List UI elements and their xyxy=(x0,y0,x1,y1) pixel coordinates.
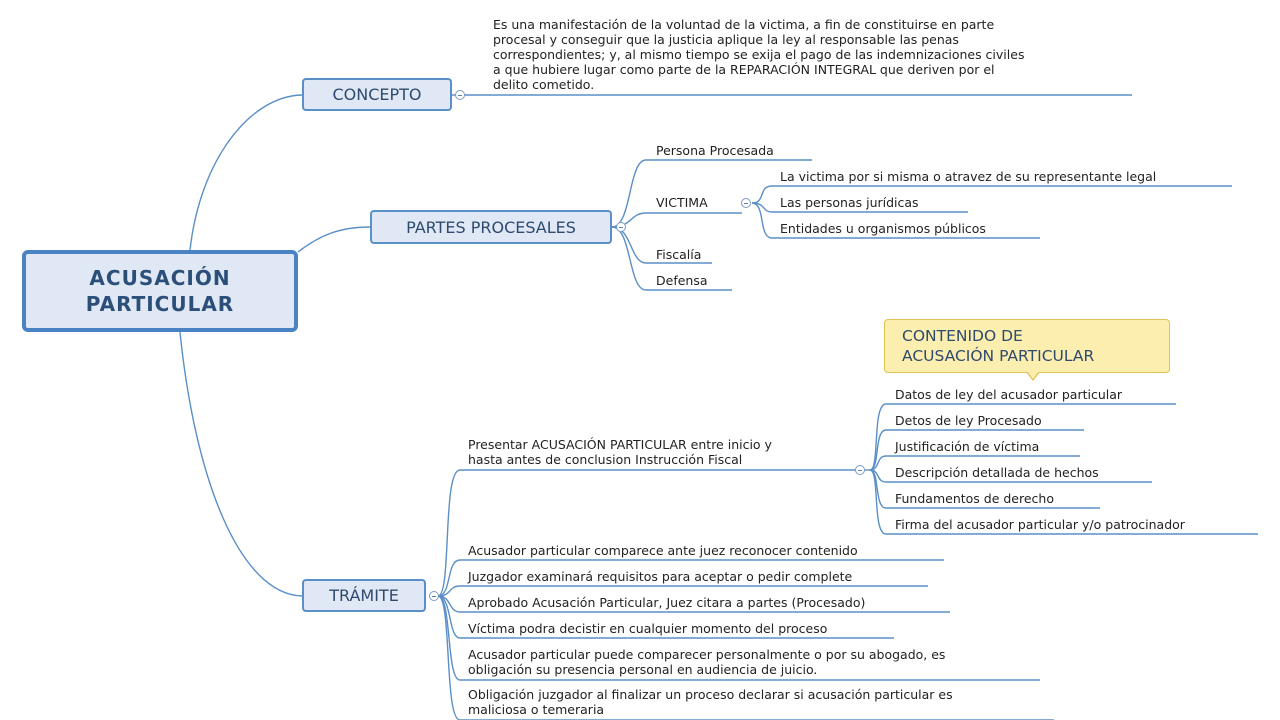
partes-item-fiscalia[interactable]: Fiscalía xyxy=(656,247,702,262)
partes-item-victima[interactable]: VICTIMA xyxy=(656,195,708,210)
connector-root-tramite xyxy=(180,332,302,596)
partes-item-persona-procesada[interactable]: Persona Procesada xyxy=(656,143,774,158)
victima-item[interactable]: Entidades u organismos públicos xyxy=(780,221,986,236)
tramite-step-line: obligación su presencia personal en audiencia de juicio. xyxy=(468,662,818,677)
collapse-toggle-victima[interactable] xyxy=(741,198,751,208)
callout-pointer xyxy=(1026,372,1040,381)
collapse-toggle-concepto[interactable] xyxy=(455,90,465,100)
tramite-step[interactable]: Acusador particular comparece ante juez reconocer contenido xyxy=(468,543,858,558)
tramite-step[interactable]: Víctima podra decistir en cualquier momento del proceso xyxy=(468,621,828,636)
concepto-line: Es una manifestación de la voluntad de la victima, a fin de constituirse en parte xyxy=(493,17,995,32)
presentar-line: Presentar ACUSACIÓN PARTICULAR entre inicio y xyxy=(468,437,772,452)
connector-root-partes xyxy=(298,227,370,252)
tramite-step[interactable]: Aprobado Acusación Particular, Juez citara a partes (Procesado) xyxy=(468,595,866,610)
victima-item[interactable]: Las personas jurídicas xyxy=(780,195,919,210)
callout-line: ACUSACIÓN PARTICULAR xyxy=(902,347,1095,365)
connector-root-concepto xyxy=(190,95,302,250)
root-title-line1: ACUSACIÓN xyxy=(89,266,231,290)
callout-contenido[interactable] xyxy=(884,319,1170,373)
contenido-item[interactable]: Datos de ley del acusador particular xyxy=(895,387,1123,402)
concepto-line: procesal y conseguir que la justicia aplique la ley al responsable las penas xyxy=(493,32,959,47)
concepto-line: a que hubiere lugar como parte de la REPARACIÓN INTEGRAL que deriven por el xyxy=(493,62,995,77)
branch-victima xyxy=(612,213,742,227)
concepto-line: correspondientes; y, al mismo tiempo se exija el pago de las indemnizaciones civiles xyxy=(493,47,1025,62)
tramite-step[interactable]: Juzgador examinará requisitos para aceptar o pedir complete xyxy=(468,569,853,584)
tramite-step-line: Obligación juzgador al finalizar un proceso declarar si acusación particular es xyxy=(468,687,953,702)
callout-line: CONTENIDO DE xyxy=(902,327,1023,345)
partes-item-defensa[interactable]: Defensa xyxy=(656,273,708,288)
tramite-presentar[interactable] xyxy=(468,437,772,467)
tramite-step[interactable] xyxy=(468,687,953,717)
tramite-step[interactable] xyxy=(468,647,945,677)
presentar-line: hasta antes de conclusion Instrucción Fiscal xyxy=(468,452,743,467)
contenido-item[interactable]: Firma del acusador particular y/o patrocinador xyxy=(895,517,1185,532)
contenido-item[interactable]: Justificación de víctima xyxy=(895,439,1040,454)
root-title-line2: PARTICULAR xyxy=(85,292,235,316)
tramite-step-line: Acusador particular puede comparecer personalmente o por su abogado, es xyxy=(468,647,946,662)
contenido-item[interactable]: Descripción detallada de hechos xyxy=(895,465,1099,480)
root-node[interactable] xyxy=(22,250,298,332)
collapse-toggle-partes[interactable] xyxy=(616,222,626,232)
concepto-definition[interactable] xyxy=(493,17,1024,92)
collapse-toggle-presentar[interactable] xyxy=(855,465,865,475)
topic-partes-procesales[interactable]: PARTES PROCESALES xyxy=(370,210,612,244)
concepto-line: delito cometido. xyxy=(493,77,595,92)
topic-concepto[interactable]: CONCEPTO xyxy=(302,78,452,111)
contenido-item[interactable]: Detos de ley Procesado xyxy=(895,413,1042,428)
victima-item[interactable]: La victima por si misma o atravez de su representante legal xyxy=(780,169,1157,184)
contenido-item[interactable]: Fundamentos de derecho xyxy=(895,491,1054,506)
tramite-step-line: maliciosa o temeraria xyxy=(468,702,605,717)
collapse-toggle-tramite[interactable] xyxy=(429,591,439,601)
topic-tramite[interactable]: TRÁMITE xyxy=(302,579,426,612)
